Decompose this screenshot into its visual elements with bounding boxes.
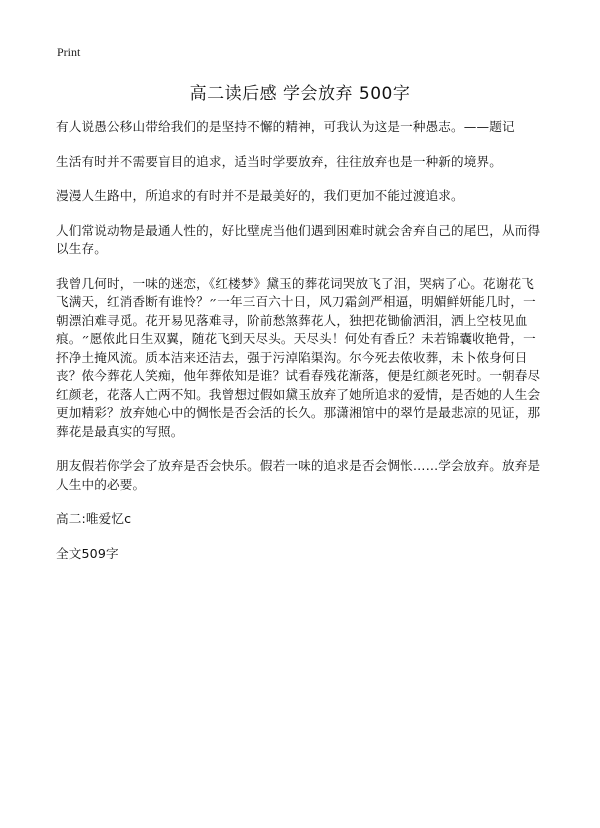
article-title: 高二读后感 学会放弃 500字 — [189, 84, 411, 104]
paragraph-2: 生活有时并不需要盲目的追求，适当时学要放弃，往往放弃也是一种新的境界。 — [56, 153, 503, 169]
paragraph-4: 人们常说动物是最通人性的，好比壁虎当他们遇到困难时就会舍弃自己的尾巴，从而得以生存。 — [56, 222, 541, 256]
paragraph-5: 我曾几何时，一味的迷恋，《红楼梦》黛玉的葬花词哭放飞了泪，哭病了心。花谢花飞飞满天，红消香断有谁怜？״一年三百六十日，风刀霜剑严相逼，明媚鲜妍能几时，一朝漂泊难寻觅。花开易见落难寻，阶前愁煞葬花人，独把花锄偷洒泪，洒上空枝见血痕。״愿侬此日生双翼，随花飞到天尽头。天尽头！何处有香丘？未若锦囊收艳骨，一抔净土掩风流。质本洁来还洁去，强于污淖陷渠沟。尔今死去侬收葬，未卜侬身何日丧？侬今葬花人笑痴，他年葬侬知是谁？试看春残花渐落，便是红颜老死时。一朝春尽红颜老，花落人亡两不知。我曾想过假如黛玉放弃了她所追求的爱情，是否她的人生会更加精彩？放弃她心中的惆怅是否会活的长久。那潇湘馆中的翠竹是最悲凉的见证，那葬花是最真实的写照。 — [56, 275, 541, 439]
paragraph-6: 朋友假若你学会了放弃是否会快乐。假若一味的追求是否会惆怅……学会放弃。放弃是人生中的必要。 — [56, 458, 541, 492]
paragraph-1: 有人说愚公移山带给我们的是坚持不懈的精神，可我认为这是一种愚志。——题记 — [56, 119, 515, 134]
word-count: 全文509字 — [56, 545, 119, 561]
author-signature: 高二:唯爱忆c — [56, 511, 132, 526]
article-body — [56, 118, 546, 579]
print-label: Print — [57, 45, 81, 59]
paragraph-3: 漫漫人生路中，所追求的有时并不是最美好的，我们更加不能过渡追求。 — [56, 188, 464, 203]
